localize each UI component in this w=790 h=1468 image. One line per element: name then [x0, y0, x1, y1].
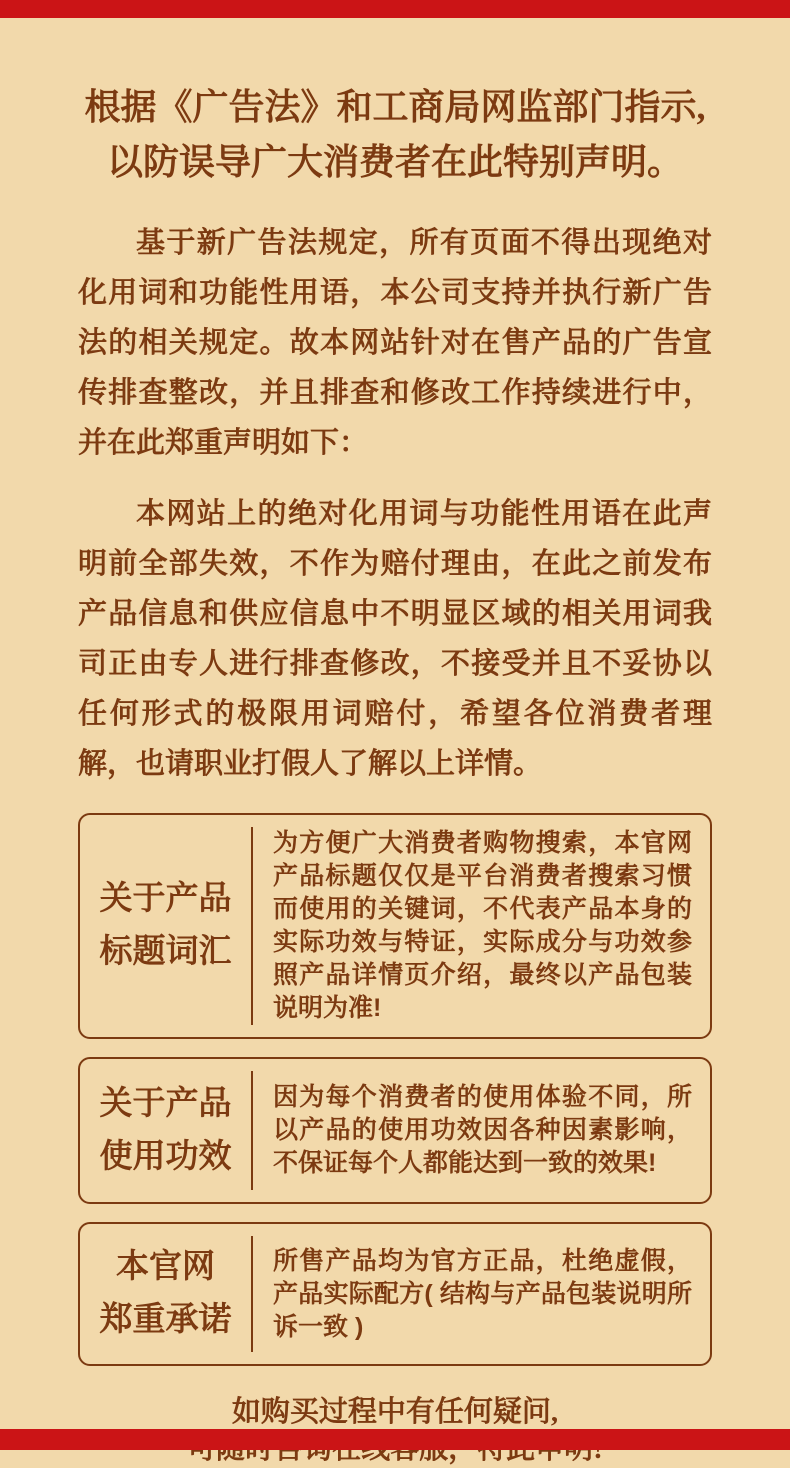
notice-box-official-promise [78, 1222, 712, 1366]
notice-box-description [253, 1224, 710, 1364]
page-title-line-2: 以防误导广大消费者在此特别声明。 [106, 142, 683, 182]
notice-box-label-line-2: 标题词汇 [99, 934, 232, 970]
notice-box-label-line-1: 关于产品 [99, 1085, 232, 1122]
bottom-red-bar [0, 1429, 790, 1450]
notice-box-label-line-2: 使用功效 [99, 1138, 232, 1175]
notice-box-product-efficacy [78, 1057, 712, 1204]
declaration-body [78, 218, 712, 1366]
notice-box-label [80, 1224, 251, 1364]
page-title [0, 80, 790, 190]
notice-box-list [78, 813, 712, 1366]
notice-box-label [80, 1059, 251, 1202]
notice-box-label-line-2: 郑重承诺 [99, 1302, 232, 1338]
footer-note-line-1: 如购买过程中有任何疑问, [231, 1396, 559, 1428]
notice-box-product-title [78, 813, 712, 1039]
notice-box-label-line-1: 本官网 [116, 1249, 215, 1285]
notice-box-label-line-1: 关于产品 [99, 881, 232, 917]
notice-box-description-text: 因为每个消费者的使用体验不同，所以产品的使用功效因各种因素影响，不保证每个人都能达到一致的效果! [273, 1083, 692, 1177]
notice-box-description-text: 为方便广大消费者购物搜索，本官网产品标题仅仅是平台消费者搜索习惯而使用的关键词，不代表产品本身的实际功效与特证，实际成分与功效参照产品详情页介绍，最终以产品包装说明为准! [273, 829, 692, 1022]
notice-box-description-text: 所售产品均为官方正品，杜绝虚假，产品实际配方( 结构与产品包装说明所诉一致 ) [273, 1246, 692, 1341]
notice-box-label [80, 815, 251, 1037]
declaration-paragraph-1: 基于新广告法规定，所有页面不得出现绝对化用词和功能性用语，本公司支持并执行新广告法的相关规定。故本网站针对在售产品的广告宣传排查整改，并且排查和修改工作持续进行中，并在此郑重声明如下： [78, 227, 712, 459]
top-red-bar [0, 0, 790, 18]
page-title-line-1: 根据《广告法》和工商局网监部门指示, [84, 87, 706, 127]
notice-box-description [253, 815, 710, 1037]
notice-box-description [253, 1059, 710, 1202]
declaration-paragraph-2: 本网站上的绝对化用词与功能性用语在此声明前全部失效，不作为赔付理由，在此之前发布产品信息和供应信息中不明显区域的相关用词我司正由专人进行排查修改，不接受并且不妥协以任何形式的极限用词赔付，希望各位消费者理解，也请职业打假人了解以上详情。 [78, 498, 712, 780]
